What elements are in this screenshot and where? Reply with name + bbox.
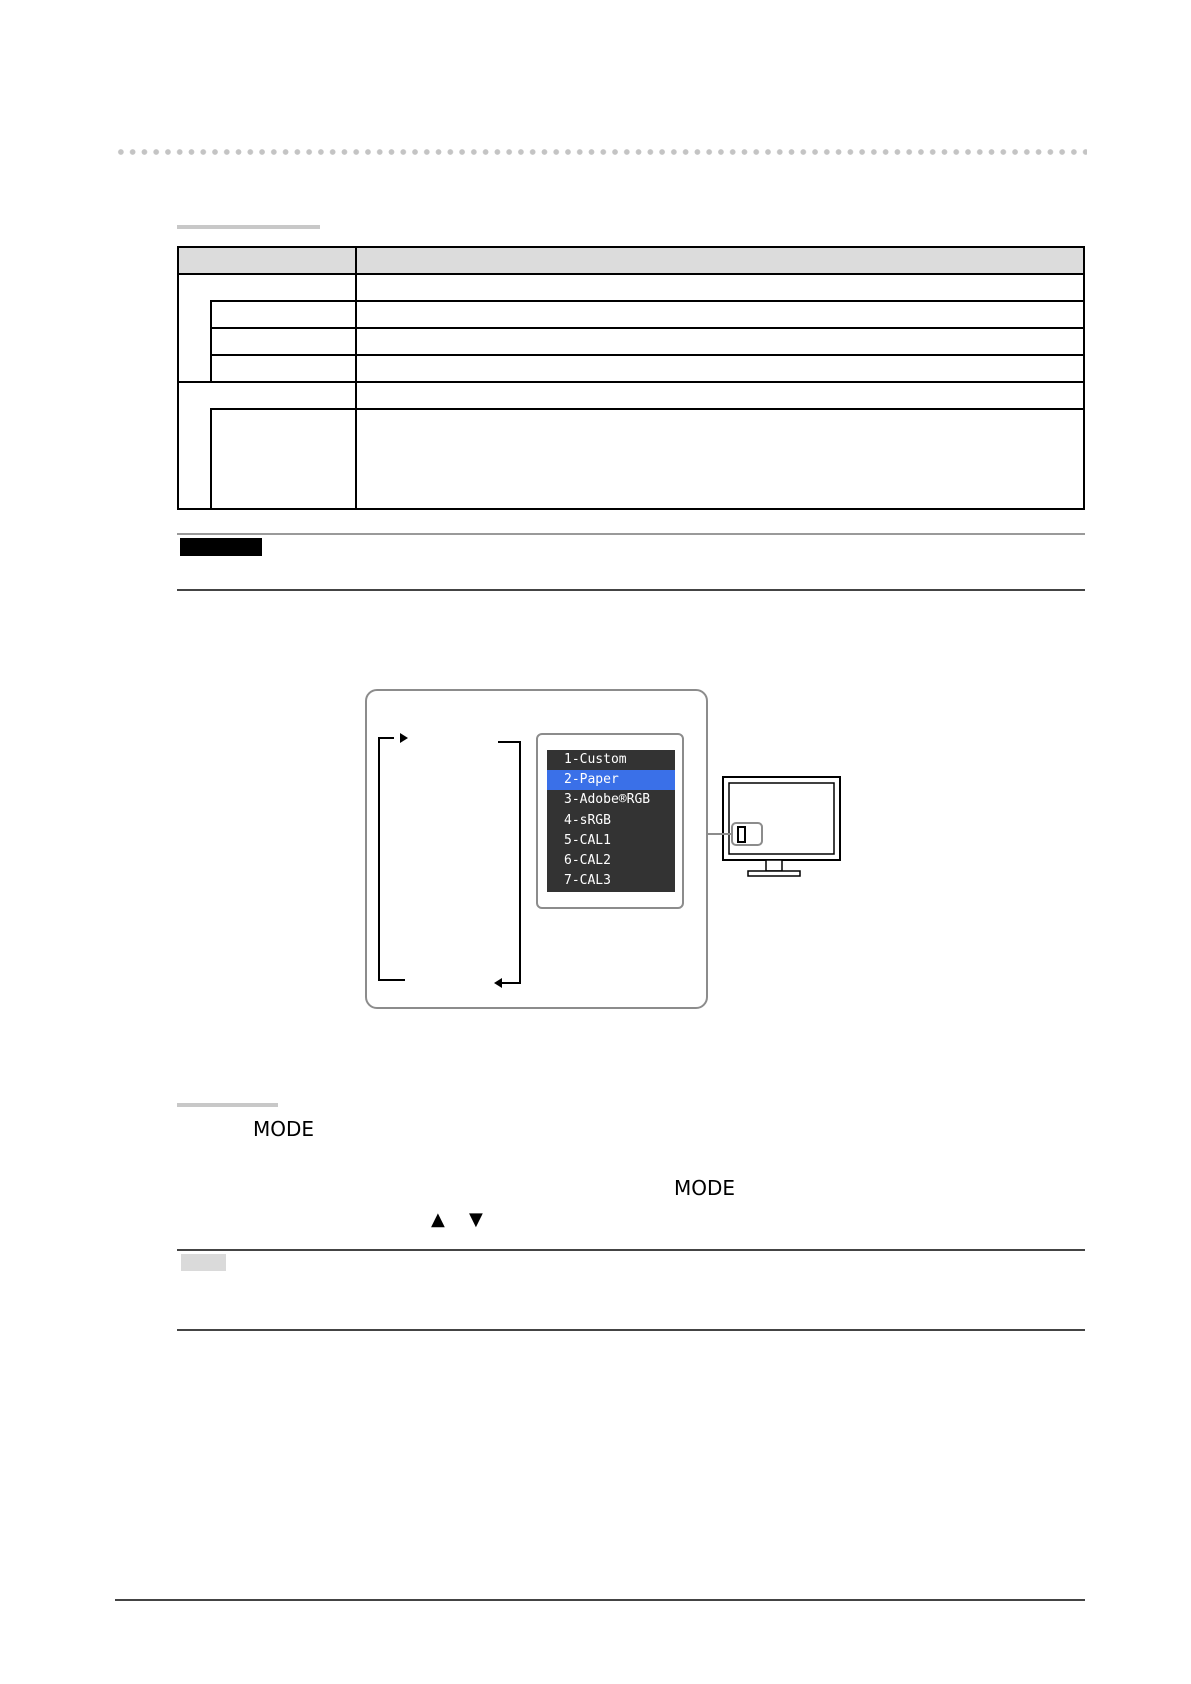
mode-cycle-arrows — [365, 730, 545, 990]
procedure-heading-bar — [177, 1103, 278, 1107]
section-heading-bar — [177, 225, 320, 229]
mode-menu-item[interactable]: 5-CAL1 — [564, 832, 611, 848]
attention-top-rule — [177, 533, 1085, 535]
up-arrow-icon: ▲ — [431, 1209, 445, 1230]
note-badge — [181, 1254, 226, 1271]
mode-menu-item[interactable]: 2-Paper — [547, 770, 675, 790]
table-header-row — [177, 246, 1085, 273]
mode-key-label-2: MODE — [674, 1176, 736, 1200]
header-dotted-rule — [115, 148, 1087, 156]
footer-rule — [115, 1599, 1085, 1601]
mode-menu-item[interactable]: 7-CAL3 — [564, 873, 611, 889]
mode-menu-item[interactable]: 1-Custom — [564, 752, 627, 767]
monitor-icon — [706, 775, 846, 880]
attention-badge — [180, 538, 262, 556]
note-bottom-rule — [177, 1329, 1085, 1331]
mode-key-label: MODE — [253, 1117, 315, 1141]
attention-bottom-rule — [177, 589, 1085, 591]
mode-menu-item[interactable]: 6-CAL2 — [564, 852, 611, 868]
mode-menu-item[interactable]: 3-Adobe®RGB — [564, 792, 651, 808]
note-top-rule — [177, 1249, 1085, 1251]
mode-menu-item[interactable]: 4-sRGB — [564, 812, 611, 828]
mode-menu-list — [547, 750, 675, 892]
color-mode-table — [177, 246, 1085, 510]
down-arrow-icon: ▼ — [469, 1209, 483, 1230]
